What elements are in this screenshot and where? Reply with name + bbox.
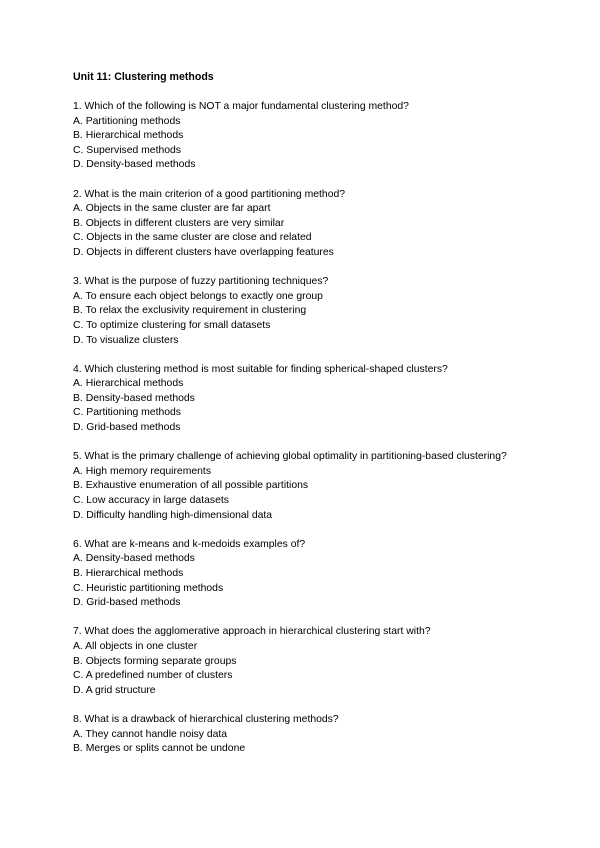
question-8 bbox=[73, 713, 527, 757]
answer-option: A. To ensure each object belongs to exactly one group bbox=[73, 290, 323, 302]
question-text: 4. Which clustering method is most suitable for finding spherical-shaped clusters? bbox=[73, 363, 448, 375]
question-text: 5. What is the primary challenge of achieving global optimality in partitioning-based clustering? bbox=[73, 451, 507, 463]
answer-option: D. Density-based methods bbox=[73, 159, 196, 171]
document-page bbox=[73, 70, 527, 771]
answer-option: D. Grid-based methods bbox=[73, 422, 181, 434]
question-3 bbox=[73, 275, 527, 348]
question-text: 8. What is a drawback of hierarchical clustering methods? bbox=[73, 713, 339, 725]
answer-option: D. Grid-based methods bbox=[73, 597, 181, 609]
answer-option: B. Objects in different clusters are very similar bbox=[73, 217, 285, 229]
question-text: 6. What are k-means and k-medoids examples of? bbox=[73, 538, 306, 550]
question-text: 1. Which of the following is NOT a major fundamental clustering method? bbox=[73, 101, 409, 112]
question-4 bbox=[73, 363, 527, 436]
answer-option: D. Objects in different clusters have overlapping features bbox=[73, 246, 334, 258]
answer-option: C. Partitioning methods bbox=[73, 407, 182, 419]
question-2 bbox=[73, 188, 527, 261]
answer-option: D. To visualize clusters bbox=[73, 334, 179, 346]
answer-option: A. Density-based methods bbox=[73, 553, 195, 565]
question-7 bbox=[73, 625, 527, 698]
answer-option: B. Hierarchical methods bbox=[73, 130, 184, 142]
answer-option: C. Heuristic partitioning methods bbox=[73, 582, 224, 594]
answer-option: B. Density-based methods bbox=[73, 392, 195, 404]
answer-option: B. Merges or splits cannot be undone bbox=[73, 743, 246, 755]
answer-option: B. Exhaustive enumeration of all possible partitions bbox=[73, 480, 309, 492]
answer-option: A. They cannot handle noisy data bbox=[73, 728, 228, 740]
question-5 bbox=[73, 450, 527, 523]
answer-option: C. Objects in the same cluster are close and related bbox=[73, 232, 312, 244]
answer-option: A. Hierarchical methods bbox=[73, 378, 184, 390]
question-6 bbox=[73, 538, 527, 611]
question-text: 2. What is the main criterion of a good partitioning method? bbox=[73, 188, 346, 200]
document-title: Unit 11: Clustering methods bbox=[73, 71, 214, 83]
answer-option: A. Objects in the same cluster are far apart bbox=[73, 203, 271, 215]
answer-option: A. All objects in one cluster bbox=[73, 640, 198, 652]
answer-option: A. High memory requirements bbox=[73, 465, 212, 477]
answer-option: C. A predefined number of clusters bbox=[73, 670, 233, 682]
question-1 bbox=[73, 100, 527, 173]
answer-option: B. Objects forming separate groups bbox=[73, 655, 237, 667]
question-text: 3. What is the purpose of fuzzy partitioning techniques? bbox=[73, 276, 329, 288]
answer-option: B. Hierarchical methods bbox=[73, 568, 184, 579]
answer-option: D. A grid structure bbox=[73, 684, 156, 696]
answer-option: C. Low accuracy in large datasets bbox=[73, 495, 229, 507]
answer-option: D. Difficulty handling high-dimensional data bbox=[73, 509, 273, 521]
question-text: 7. What does the agglomerative approach in hierarchical clustering start with? bbox=[73, 626, 431, 638]
answer-option: A. Partitioning methods bbox=[73, 115, 181, 127]
answer-option: C. Supervised methods bbox=[73, 144, 182, 156]
answer-option: C. To optimize clustering for small datasets bbox=[73, 319, 271, 331]
answer-option: B. To relax the exclusivity requirement in clustering bbox=[73, 305, 307, 317]
